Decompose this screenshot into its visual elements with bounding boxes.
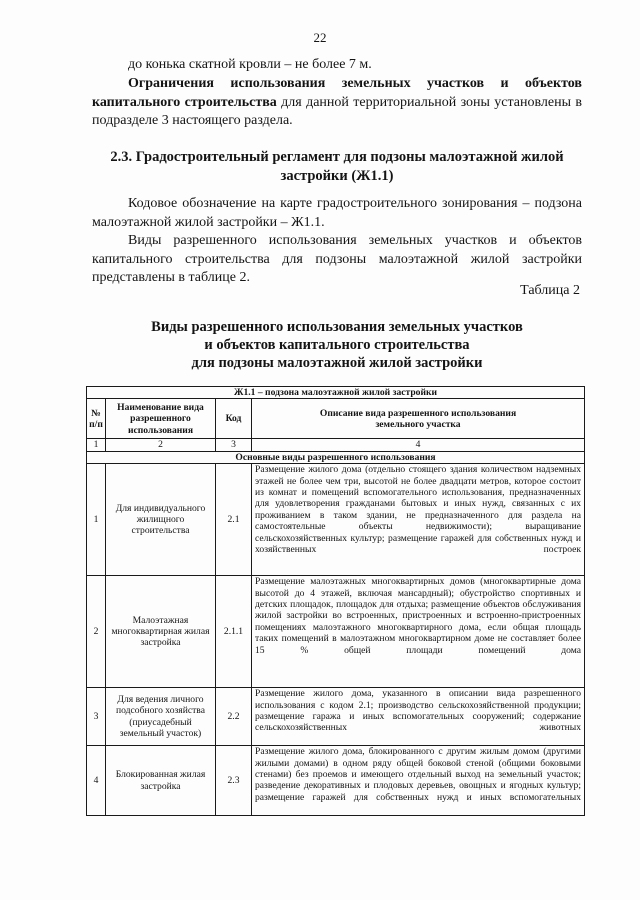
row-code: 2.2 xyxy=(216,688,252,746)
table-title-line: и объектов капитального строительства xyxy=(204,337,470,353)
table-row xyxy=(87,576,585,688)
col-number: 3 xyxy=(216,439,252,451)
table-row xyxy=(87,746,585,816)
column-header-row xyxy=(87,399,585,439)
row-code: 2.1.1 xyxy=(216,576,252,688)
col-number: 1 xyxy=(87,439,106,451)
col-number: 2 xyxy=(106,439,216,451)
table-row xyxy=(87,688,585,746)
restrictions-bold: Ограничения использования земельных участков и объектов капитального строительства xyxy=(92,76,582,110)
zone-header: Ж1.1 – подзона малоэтажной жилой застройки xyxy=(87,387,585,399)
land-use-table xyxy=(86,386,585,816)
top-text-line xyxy=(92,56,582,75)
section-label: Основные виды разрешенного использования xyxy=(87,451,585,463)
row-name: Блокированная жилая застройка xyxy=(106,746,216,816)
table-title-line: Виды разрешенного использования земельных участков xyxy=(151,319,523,335)
row-number: 2 xyxy=(87,576,106,688)
section-heading: 2.3. Градостроительный регламент для подзоны малоэтажной жилой застройки (Ж1.1) xyxy=(110,149,564,184)
row-name: Для индивидуального жилищного строительства xyxy=(106,464,216,576)
table-label: Таблица 2 xyxy=(520,283,580,298)
col-number: 4 xyxy=(252,439,585,451)
roof-height-line: до конька скатной кровли – не более 7 м. xyxy=(128,57,372,72)
table-title xyxy=(92,318,582,372)
row-code: 2.3 xyxy=(216,746,252,816)
row-number: 1 xyxy=(87,464,106,576)
restrictions-rest: для данной территориальной зоны установлены в подразделе 3 настоящего раздела. xyxy=(92,94,583,128)
table-title-line: для подзоны малоэтажной жилой застройки xyxy=(191,355,483,371)
row-code: 2.1 xyxy=(216,464,252,576)
zone-header-row xyxy=(87,387,585,399)
row-name: Для ведения личного подсобного хозяйства (приусадебный земельный участок) xyxy=(106,688,216,746)
row-description: Размещение жилого дома, указанного в описании вида разрешенного использования с кодом 2.1; производство сельскохозяйственной продукции; размещение гаража и иных вспомогательных сооружений; содержание сельскохозяйственных животных xyxy=(252,688,585,746)
code-paragraph: Кодовое обозначение на карте градостроительного зонирования – подзона малоэтажной жилой застройки – Ж1.1. xyxy=(92,196,582,230)
types-paragraph: Виды разрешенного использования земельных участков и объектов капитального строительства для подзоны малоэтажной жилой застройки представлены в таблице 2. xyxy=(92,233,582,285)
row-description: Размещение жилого дома, блокированного с другим жилым домом (другими жилыми домами) в одном ряду общей боковой стеной (общими боковыми стенами) без проемов и имеющего отдельный выход на земельный участок; разведение декоративных и плодовых деревьев, овощных и ягодных культур; размещение гаражей для собственных нужд и иных вспомогательных xyxy=(252,746,585,816)
row-description: Размещение малоэтажных многоквартирных домов (многоквартирные дома высотой до 4 этажей, включая мансардный); обустройство спортивных и детских площадок, площадок для отдыха; размещение объектов обслуживания жилой застройки во встроенных, пристроенных и встроенно-пристроенных помещениях малоэтажного многоквартирного дома, если общая площадь таких помещений в малоэтажном многоквартирном доме не составляет более 15 % общей площади помещений дома xyxy=(252,576,585,688)
row-name: Малоэтажная многоквартирная жилая застройка xyxy=(106,576,216,688)
row-description: Размещение жилого дома (отдельно стоящего здания количеством надземных этажей не более чем три, высотой не более двадцати метров, которое состоит из комнат и помещений вспомогательного использования, предназначенных для удовлетворения гражданами бытовых и иных нужд, связанных с их проживанием в таком здании, не предназначенного для раздела на самостоятельные объекты недвижимости); выращивание сельскохозяйственных культур; размещение гаражей для собственных нужд и хозяйственных построек xyxy=(252,464,585,576)
row-number: 4 xyxy=(87,746,106,816)
column-number-row xyxy=(87,439,585,451)
col-header-name: Наименование вида разрешенного использования xyxy=(106,399,216,439)
col-header-desc: Описание вида разрешенного использования земельного участка xyxy=(252,399,585,439)
col-header-code: Код xyxy=(216,399,252,439)
page-number: 22 xyxy=(313,30,327,45)
restrictions-paragraph xyxy=(92,75,582,131)
section-row xyxy=(87,451,585,463)
row-number: 3 xyxy=(87,688,106,746)
col-header-num: № п/п xyxy=(87,399,106,439)
table-row xyxy=(87,464,585,576)
